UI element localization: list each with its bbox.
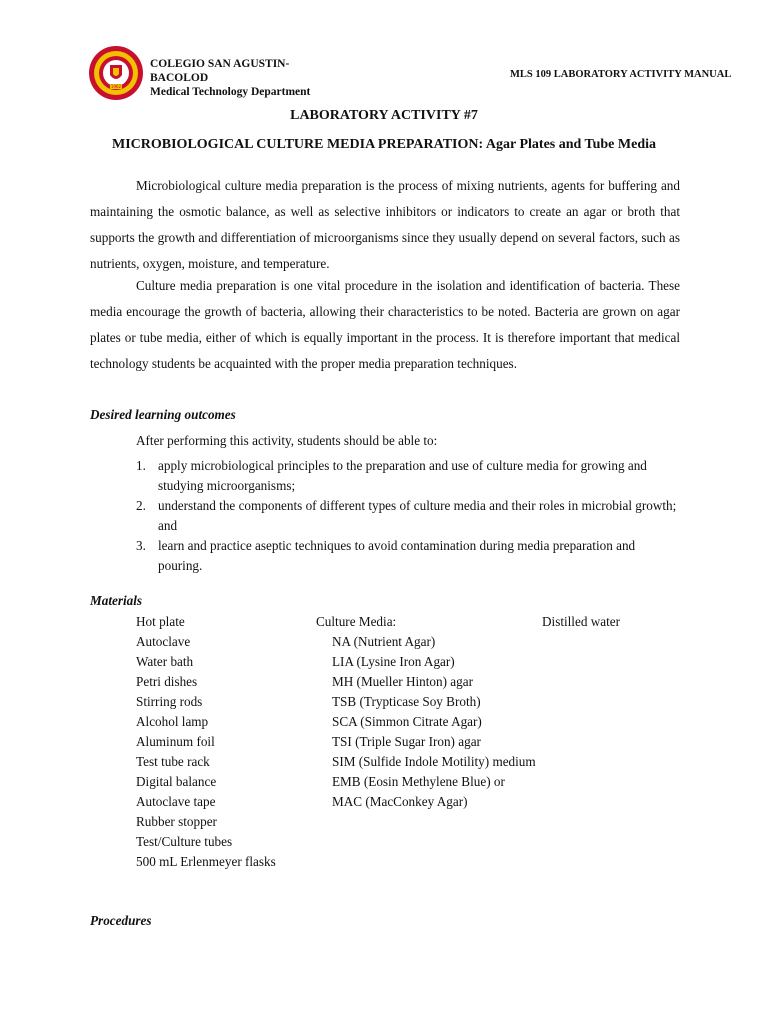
list-item: MH (Mueller Hinton) agar — [332, 674, 473, 689]
list-item: Water bath — [136, 654, 194, 669]
list-item: Petri dishes — [136, 674, 198, 689]
outcomes-heading: Desired learning outcomes — [90, 407, 236, 422]
outcomes-intro: After performing this activity, students should be able to: — [136, 433, 438, 448]
list-item: NA (Nutrient Agar) — [332, 634, 436, 649]
materials-heading: Materials — [90, 593, 143, 608]
list-item: Test tube rack — [136, 754, 210, 769]
activity-topic: MICROBIOLOGICAL CULTURE MEDIA PREPARATION: Agar Plates and Tube Media — [112, 137, 656, 152]
list-item: Rubber stopper — [136, 814, 217, 829]
school-name-line2: BACOLOD — [150, 72, 209, 84]
school-name-line1: COLEGIO SAN AGUSTIN- — [150, 58, 290, 70]
svg-text:1962: 1962 — [110, 84, 122, 89]
list-item: Aluminum foil — [136, 734, 215, 749]
list-item: MAC (MacConkey Agar) — [332, 794, 468, 809]
equipment-list — [136, 612, 276, 872]
outcome-item: 2. understand the components of different types of culture media and their roles in microbial growth; and — [136, 498, 677, 533]
procedures-heading: Procedures — [90, 913, 152, 928]
list-item: TSI (Triple Sugar Iron) agar — [332, 734, 481, 749]
list-item: Autoclave tape — [136, 794, 216, 809]
list-item: Stirring rods — [136, 694, 203, 709]
activity-title: LABORATORY ACTIVITY #7 — [290, 108, 478, 123]
list-item: SCA (Simmon Citrate Agar) — [332, 714, 482, 729]
intro-paragraph-1: Microbiological culture media preparation is the process of mixing nutrients, agents for buffering and maintaining the osmotic balance, as well as selective inhibitors or indicators to create an agar or broth that supports the growth and differentiation of microorganisms since they usually depend on several factors, such as nutrients, oxygen, moisture, and temperature. — [90, 178, 680, 271]
list-item: Autoclave — [136, 634, 191, 649]
list-item: Alcohol lamp — [136, 714, 209, 729]
list-item: EMB (Eosin Methylene Blue) or — [332, 774, 505, 789]
course-header: MLS 109 LABORATORY ACTIVITY MANUAL — [510, 69, 732, 80]
other-materials-list — [542, 612, 620, 632]
list-item: SIM (Sulfide Indole Motility) medium — [332, 754, 536, 769]
list-item: Test/Culture tubes — [136, 834, 233, 849]
outcome-item: 3. learn and practice aseptic techniques to avoid contamination during media preparation and pouring. — [136, 538, 636, 573]
school-name — [150, 57, 311, 98]
list-item: Digital balance — [136, 774, 217, 789]
culture-media-list — [316, 612, 536, 812]
list-item: Distilled water — [542, 614, 621, 629]
list-item: 500 mL Erlenmeyer flasks — [136, 854, 276, 869]
outcomes-list — [136, 456, 681, 576]
list-item: TSB (Trypticase Soy Broth) — [332, 694, 481, 709]
school-seal-logo — [88, 45, 144, 101]
list-item: Hot plate — [136, 614, 185, 629]
culture-media-heading: Culture Media: — [316, 614, 397, 629]
intro-paragraph-2: Culture media preparation is one vital procedure in the isolation and identification of bacteria. These media encourage the growth of bacteria, allowing their characteristics to be noted. Bacteria are grown on agar plates or tube media, either of which is equally important in the process. It is therefore important that medical technology students be acquainted with the proper media preparation techniques. — [90, 278, 680, 371]
outcome-item: 1. apply microbiological principles to the preparation and use of culture media for growing and studying microorganisms; — [136, 458, 647, 493]
school-name-line3: Medical Technology Department — [150, 86, 311, 98]
list-item: LIA (Lysine Iron Agar) — [332, 654, 455, 669]
